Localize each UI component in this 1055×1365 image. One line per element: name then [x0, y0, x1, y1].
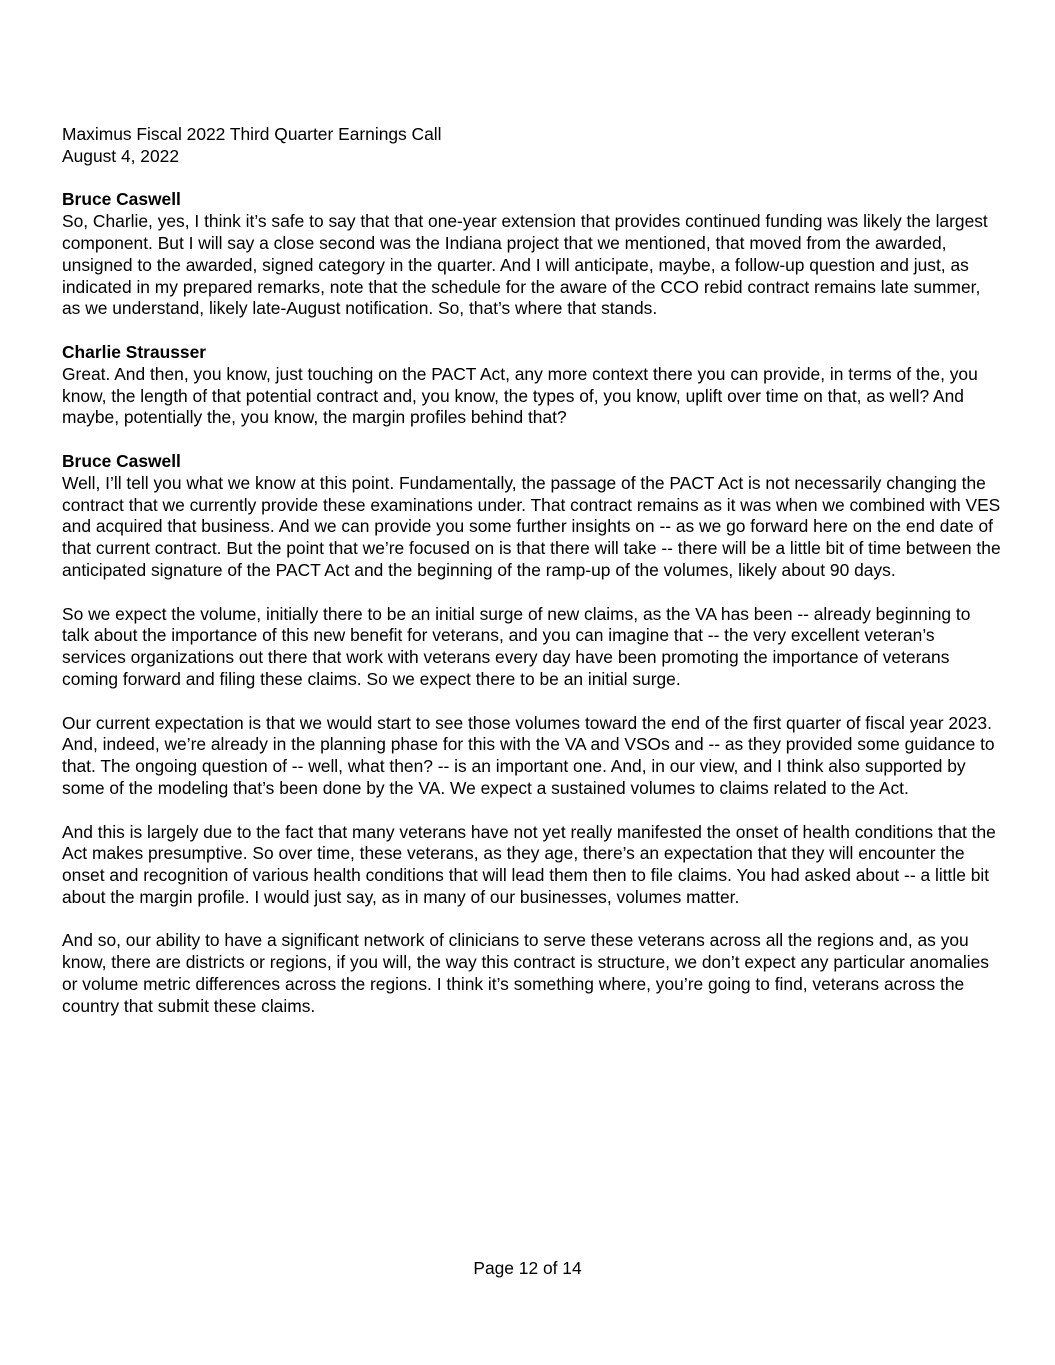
speech-paragraph: And so, our ability to have a significant network of clinicians to serve these veterans across all the regions and, as you know, there are districts or regions, if you will, the way this contract is structure, we don’t expect any particular anomalies or volume metric differences across the regions. I think it’s something where, you’re going to find, veterans across the country that submit these claims. — [62, 930, 989, 1016]
speaker-name: Bruce Caswell — [62, 450, 181, 471]
document-header — [62, 124, 1002, 168]
transcript-page — [62, 124, 1002, 1018]
transcript-section-bruce-caswell-2 — [62, 451, 1002, 1018]
speech-paragraph: And this is largely due to the fact that many veterans have not yet really manifested the onset of health conditions that the Act makes presumptive. So over time, these veterans, as they age, there’s an expectation that they will encounter the onset and recognition of various health conditions that will lead them then to file claims. You had asked about -- a little bit about the margin profile. I would just say, as in many of our businesses, volumes matter. — [62, 821, 996, 907]
speech-paragraph: Great. And then, you know, just touching on the PACT Act, any more context there you can provide, in terms of the, you know, the length of that potential contract and, you know, the types of, you know, uplift over time on that, as well? And maybe, potentially the, you know, the margin profiles behind that? — [62, 363, 978, 428]
transcript-section-charlie-strausser — [62, 342, 1002, 429]
speech-paragraph: So we expect the volume, initially there to be an initial surge of new claims, as the VA has been -- already beginning to talk about the importance of this new benefit for veterans, and you can imagine that -- the very excellent veteran’s services organizations out there that work with veterans every day have been promoting the importance of veterans coming forward and filing these claims. So we expect there to be an initial surge. — [62, 603, 971, 689]
transcript-section-bruce-caswell-1 — [62, 189, 1002, 320]
speaker-name: Charlie Strausser — [62, 341, 207, 362]
speaker-name: Bruce Caswell — [62, 189, 181, 210]
speech-paragraph: Well, I’ll tell you what we know at this point. Fundamentally, the passage of the PACT Act is not necessarily changing the contract that we currently provide these examinations under. That contract remains as it was when we combined with VES and acquired that business. And we can provide you some further insights on -- as we go forward here on the end date of that current contract. But the point that we’re focused on is that there will take -- there will be a little bit of time between the anticipated signature of the PACT Act and the beginning of the ramp-up of the volumes, likely about 90 days. — [62, 472, 1001, 580]
speech-paragraph: Our current expectation is that we would start to see those volumes toward the end of the first quarter of fiscal year 2023. And, indeed, we’re already in the planning phase for this with the VA and VSOs and -- as they provided some guidance to that. The ongoing question of -- well, what then? -- is an important one. And, in our view, and I think also supported by some of the modeling that’s been done by the VA. We expect a sustained volumes to claims related to the Act. — [62, 712, 995, 798]
page-number: Page 12 of 14 — [473, 1258, 582, 1278]
document-date: August 4, 2022 — [62, 145, 179, 166]
document-title: Maximus Fiscal 2022 Third Quarter Earnings Call — [62, 124, 442, 144]
speech-paragraph: So, Charlie, yes, I think it’s safe to say that that one-year extension that provides continued funding was likely the largest component. But I will say a close second was the Indiana project that we mentioned, that moved from the awarded, unsigned to the awarded, signed category in the quarter. And I will anticipate, maybe, a follow-up question and just, as indicated in my prepared remarks, note that the schedule for the aware of the CCO rebid contract remains late summer, as we understand, likely late-August notification. So, that’s where that stands. — [62, 211, 988, 319]
